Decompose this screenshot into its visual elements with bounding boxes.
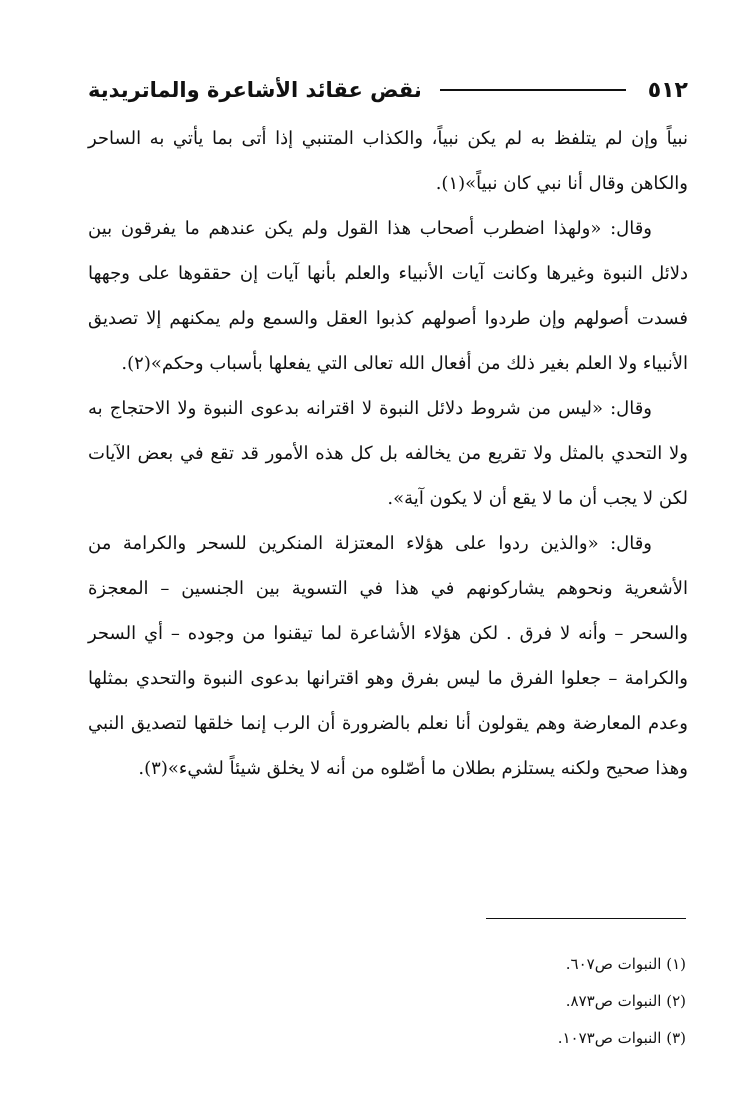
page-number: ٥١٢	[647, 77, 688, 103]
footnote-3: (٣) النبوات ص١٠٧٣.	[557, 1029, 686, 1047]
paragraph-3: وقال: «ليس من شروط دلائل النبوة لا اقترانه بدعوى النبوة ولا الاحتجاج به ولا التحدي بالمثل ولا تقريع من يخالفه بل كل هذه الأمور قد تقع في بعض الآيات لكن لا يجب أن ما لا يقع أن لا يكون آية».	[88, 398, 688, 509]
header-rule	[440, 89, 626, 91]
paragraph-2: وقال: «ولهذا اضطرب أصحاب هذا القول ولم يكن عندهم ما يفرقون بين دلائل النبوة وغيرها وكانت آيات الأنبياء والعلم بأنها آيات إن حققوها على وجهها فسدت أصولهم وإن طردوا أصولهم كذبوا العقل والسمع ولم يمكنهم إلا تصديق الأنبياء ولا العلم بغير ذلك من أفعال الله تعالى التي يفعلها بأسباب وحكم»(٢).	[88, 218, 688, 374]
footnote-separator	[486, 918, 686, 919]
page-header	[88, 70, 688, 110]
paragraph-4: وقال: «والذين ردوا على هؤلاء المعتزلة المنكرين للسحر والكرامة من الأشعرية ونحوهم يشاركونهم في هذا في التسوية بين الجنسين – المعجزة والسحر – وأنه لا فرق . لكن هؤلاء الأشاعرة لما تيقنوا من وجوده – أي السحر والكرامة – جعلوا الفرق ما ليس بفرق وهو اقترانها بدعوى النبوة والتحدي بمثلها وعدم المعارضة وهم يقولون أنا نعلم بالضرورة أن الرب إنما خلقها لتصديق النبي وهذا صحيح ولكنه يستلزم بطلان ما أصّلوه من أنه لا يخلق شيئاً لشيء»(٣).	[88, 533, 688, 779]
body-text	[88, 116, 688, 791]
book-page	[88, 70, 688, 791]
paragraph-1: نبياً وإن لم يتلفظ به لم يكن نبياً، والكذاب المتنبي إذا أتى بما يأتي به الساحر والكاهن وقال أنا نبي كان نبياً»(١).	[88, 128, 688, 194]
running-title: نقض عقائد الأشاعرة والماتريدية	[88, 78, 422, 102]
footnote-1: (١) النبوات ص٦٠٧.	[565, 955, 686, 973]
footnote-2: (٢) النبوات ص٨٧٣.	[565, 992, 686, 1010]
footnotes	[300, 946, 686, 1057]
